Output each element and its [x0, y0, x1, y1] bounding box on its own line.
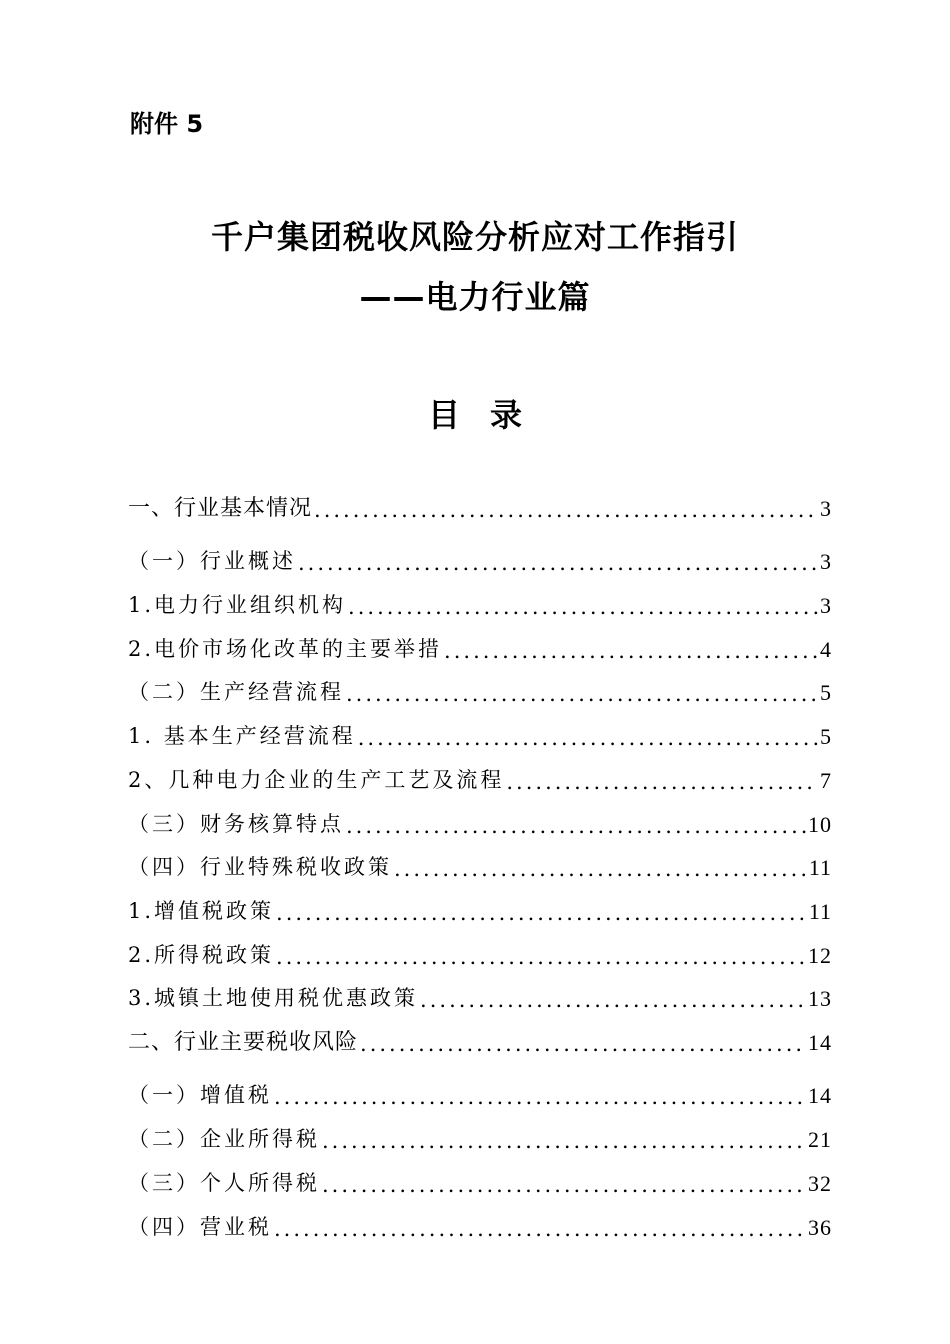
- toc-entry-page: 4: [820, 637, 832, 662]
- toc-entry-label: 2.电价市场化改革的主要举措: [128, 637, 443, 661]
- toc-leader-dots: [274, 1085, 806, 1109]
- toc-entry-label: 3.城镇土地使用税优惠政策: [128, 986, 419, 1010]
- document-subtitle: ——电力行业篇: [359, 278, 591, 316]
- toc-entry[interactable]: [128, 895, 832, 925]
- toc-entry-page: 7: [820, 768, 832, 793]
- toc-leader-dots: [346, 682, 818, 706]
- toc-entry-page: 11: [808, 855, 832, 880]
- toc-entry-label: 一、行业基本情况: [128, 496, 313, 521]
- toc-entry-page: 12: [808, 943, 832, 968]
- toc-entry-label: （一）行业概述: [128, 549, 296, 573]
- toc-entry-label: （一）增值税: [128, 1083, 272, 1107]
- toc-entry-page: 3: [820, 593, 832, 618]
- toc-entry-label: （三）个人所得税: [128, 1171, 320, 1195]
- toc-leader-dots: [276, 945, 806, 969]
- toc-leader-dots: [394, 857, 807, 881]
- document-title: 千户集团税收风险分析应对工作指引: [210, 218, 739, 256]
- toc-entry[interactable]: [128, 851, 832, 881]
- toc-leader-dots: [322, 1173, 806, 1197]
- toc-entry[interactable]: [128, 1123, 832, 1153]
- toc-entry-page: 5: [820, 680, 832, 705]
- toc-entry-page: 3: [820, 496, 832, 521]
- toc-leader-dots: [276, 901, 807, 925]
- toc-entry[interactable]: [128, 764, 832, 794]
- toc-entry-page: 10: [808, 812, 832, 837]
- toc-leader-dots: [348, 595, 818, 619]
- toc-entry-label: 1. 基本生产经营流程: [128, 724, 356, 748]
- toc-entry-page: 32: [808, 1171, 832, 1196]
- toc-leader-dots: [322, 1129, 806, 1153]
- toc-entry-page: 3: [820, 549, 832, 574]
- toc-leader-dots: [314, 498, 818, 522]
- toc-entry-label: （四）行业特殊税收政策: [128, 855, 392, 879]
- toc-entry-label: 1.电力行业组织机构: [128, 593, 347, 617]
- toc-entry-label: （二）企业所得税: [128, 1127, 320, 1151]
- toc-leader-dots: [346, 814, 806, 838]
- toc-entry-page: 11: [808, 899, 832, 924]
- toc-entry-label: 1.增值税政策: [128, 899, 275, 923]
- toc-entry[interactable]: [128, 676, 832, 706]
- toc-entry-page: 5: [820, 724, 832, 749]
- toc-leader-dots: [298, 551, 818, 575]
- toc-entry-page: 14: [808, 1083, 832, 1108]
- toc-leader-dots: [360, 1032, 806, 1056]
- toc-entry[interactable]: [128, 492, 832, 522]
- toc-entry[interactable]: [128, 720, 832, 750]
- toc-leader-dots: [358, 726, 818, 750]
- toc-entry[interactable]: [128, 1167, 832, 1197]
- toc-entry[interactable]: [128, 633, 832, 663]
- toc-entry-label: （三）财务核算特点: [128, 812, 344, 836]
- toc-entry[interactable]: [128, 808, 832, 838]
- toc-entry-label: 2.所得税政策: [128, 943, 275, 967]
- toc-leader-dots: [506, 770, 818, 794]
- toc-entry-label: （二）生产经营流程: [128, 680, 344, 704]
- toc-entry-label: 2、几种电力企业的生产工艺及流程: [128, 768, 505, 792]
- toc-entry[interactable]: [128, 1079, 832, 1109]
- toc-heading: 目录: [427, 396, 552, 434]
- toc-entry[interactable]: [128, 589, 832, 619]
- toc-leader-dots: [444, 639, 818, 663]
- toc-entry[interactable]: [128, 545, 832, 575]
- toc-entry-page: 13: [808, 986, 832, 1011]
- toc-entry-page: 36: [808, 1215, 832, 1240]
- toc-entry-page: 21: [808, 1127, 832, 1152]
- toc-entry-label: （四）营业税: [128, 1215, 272, 1239]
- toc-leader-dots: [420, 988, 806, 1012]
- toc-entry-page: 14: [808, 1030, 832, 1055]
- toc-entry[interactable]: [128, 982, 832, 1012]
- toc-entry[interactable]: [128, 1026, 832, 1056]
- toc-entry[interactable]: [128, 1211, 832, 1241]
- toc-leader-dots: [274, 1217, 806, 1241]
- attachment-label: 附件 5: [130, 110, 204, 138]
- toc-entry[interactable]: [128, 939, 832, 969]
- toc-entry-label: 二、行业主要税收风险: [128, 1030, 359, 1055]
